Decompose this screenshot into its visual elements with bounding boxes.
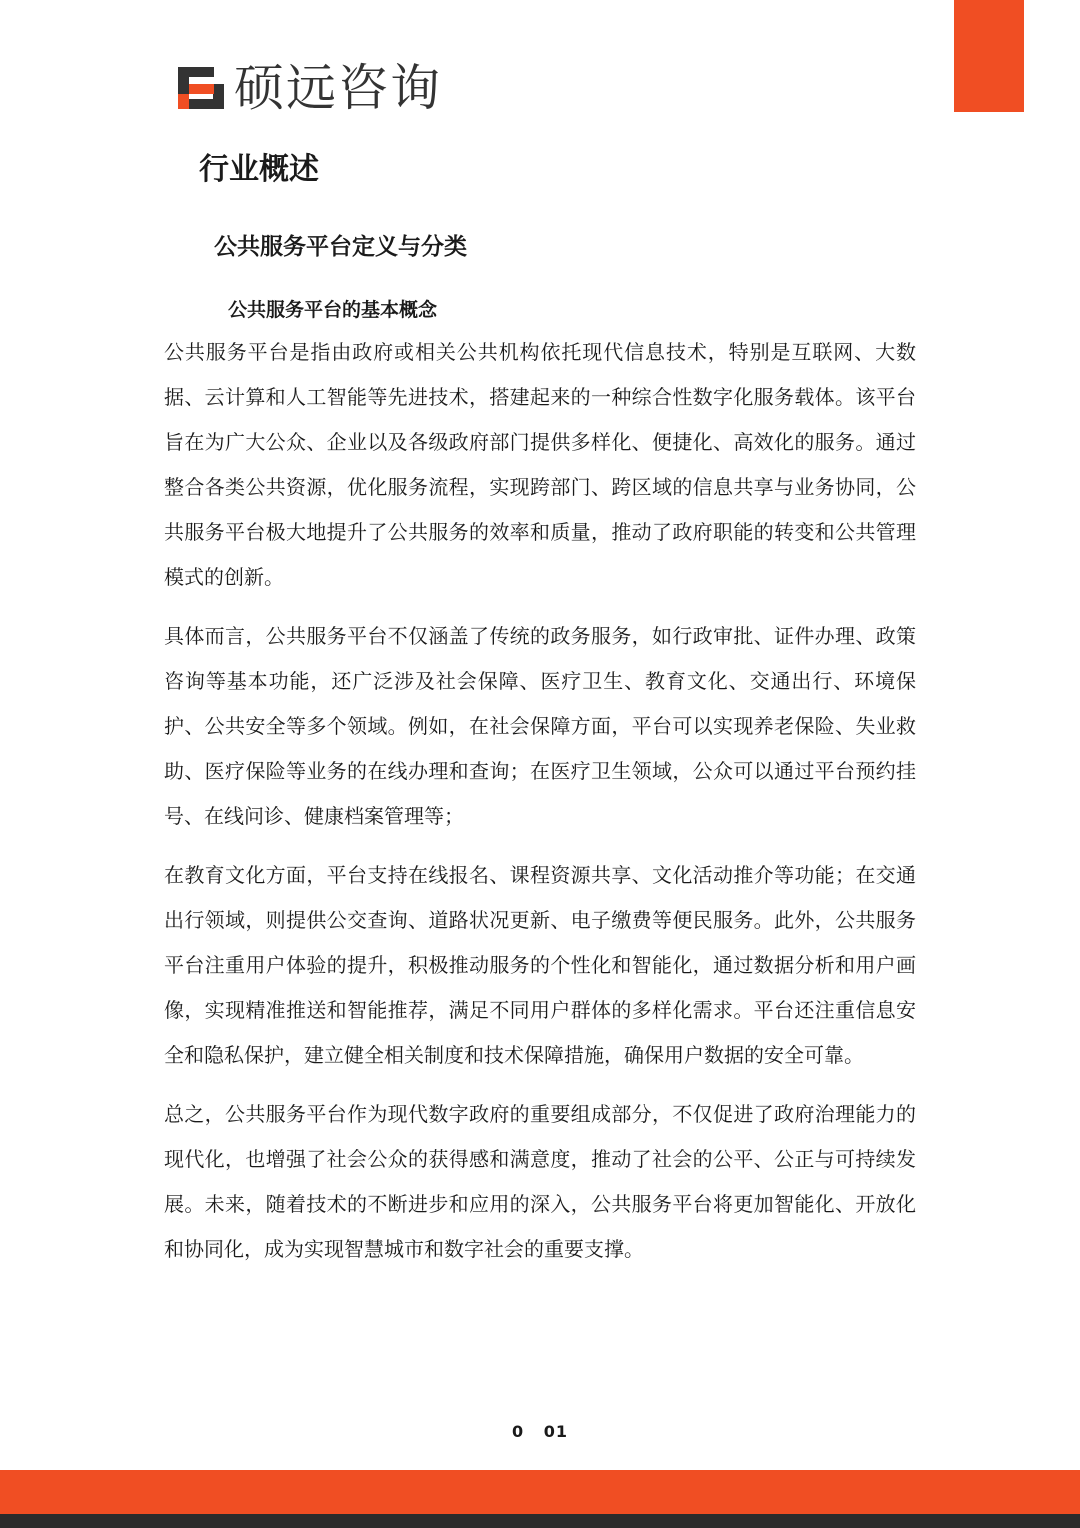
paragraph: 在教育文化方面，平台支持在线报名、课程资源共享、文化活动推介等功能；在交通出行领域，则提供公交查询、道路状况更新、电子缴费等便民服务。此外，公共服务平台注重用户体验的提升，积极推动服务的个性化和智能化，通过数据分析和用户画像，实现精准推送和智能推荐，满足不同用户群体的多样化需求。平台还注重信息安全和隐私保护，建立健全相关制度和技术保障措施，确保用户数据的安全可靠。 xyxy=(164,863,916,1067)
subsection-title: 公共服务平台定义与分类 xyxy=(214,234,467,260)
brand-name: 硕远咨询 xyxy=(234,59,442,117)
paragraph: 公共服务平台是指由政府或相关公共机构依托现代信息技术，特别是互联网、大数据、云计算和人工智能等先进技术，搭建起来的一种综合性数字化服务载体。该平台旨在为广大公众、企业以及各级政府部门提供多样化、便捷化、高效化的服务。通过整合各类公共资源，优化服务流程，实现跨部门、跨区域的信息共享与业务协同，公共服务平台极大地提升了公共服务的效率和质量，推动了政府职能的转变和公共管理模式的创新。 xyxy=(164,340,916,589)
page-number: 0 01 xyxy=(511,1422,569,1441)
brand-logo-icon xyxy=(176,65,226,111)
footer-accent-bar xyxy=(0,1470,1080,1514)
brand-logo xyxy=(176,60,442,116)
body-text xyxy=(164,330,916,1286)
paragraph: 总之，公共服务平台作为现代数字政府的重要组成部分，不仅促进了政府治理能力的现代化，也增强了社会公众的获得感和满意度，推动了社会的公平、公正与可持续发展。未来，随着技术的不断进步和应用的深入，公共服务平台将更加智能化、开放化和协同化，成为实现智慧城市和数字社会的重要支撑。 xyxy=(164,1102,916,1261)
corner-accent-block xyxy=(954,0,1024,112)
sub-subsection-title: 公共服务平台的基本概念 xyxy=(228,299,438,321)
footer-dark-line xyxy=(0,1514,1080,1528)
paragraph: 具体而言，公共服务平台不仅涵盖了传统的政务服务，如行政审批、证件办理、政策咨询等基本功能，还广泛涉及社会保障、医疗卫生、教育文化、交通出行、环境保护、公共安全等多个领域。例如，在社会保障方面，平台可以实现养老保险、失业救助、医疗保险等业务的在线办理和查询；在医疗卫生领域，公众可以通过平台预约挂号、在线问诊、健康档案管理等； xyxy=(164,624,916,828)
section-title: 行业概述 xyxy=(199,152,319,187)
